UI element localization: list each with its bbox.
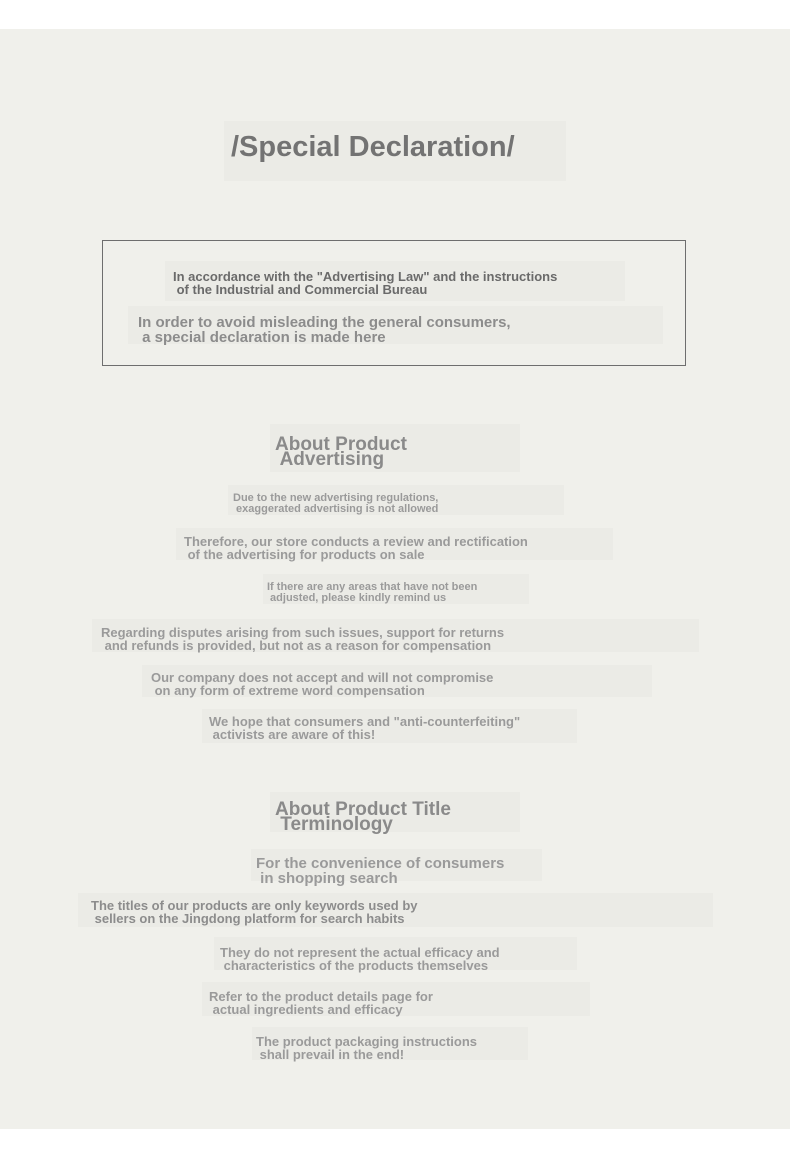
page-title: /Special Declaration/ bbox=[231, 131, 515, 163]
advertising-heading: About Product Advertising bbox=[275, 434, 407, 470]
declaration-purpose-text: In order to avoid misleading the general consumers, a special declaration is made here bbox=[138, 314, 511, 346]
declaration-page bbox=[0, 29, 790, 1129]
advertising-line: Our company does not accept and will not compromise on any form of extreme word compensation bbox=[151, 670, 494, 698]
advertising-line: Regarding disputes arising from such issues, support for returns and refunds is provided, but not as a reason for compensation bbox=[101, 625, 505, 653]
law-reference-text: In accordance with the "Advertising Law" and the instructions of the Industrial and Commercial Bureau bbox=[173, 269, 558, 297]
terminology-line: Refer to the product details page for actual ingredients and efficacy bbox=[209, 989, 433, 1017]
advertising-line: If there are any areas that have not been adjusted, please kindly remind us bbox=[267, 581, 478, 604]
declaration-box bbox=[102, 240, 686, 366]
terminology-line: The product packaging instructions shall prevail in the end! bbox=[256, 1034, 478, 1062]
advertising-line: Therefore, our store conducts a review and rectification of the advertising for products on sale bbox=[184, 534, 528, 562]
terminology-line: They do not represent the actual efficacy and characteristics of the products themselves bbox=[220, 945, 500, 973]
terminology-line: The titles of our products are only keywords used by sellers on the Jingdong platform for search habits bbox=[91, 898, 418, 926]
advertising-line: We hope that consumers and "anti-counterfeiting" activists are aware of this! bbox=[209, 714, 521, 742]
advertising-line: Due to the new advertising regulations, exaggerated advertising is not allowed bbox=[233, 492, 439, 515]
terminology-line: For the convenience of consumers in shopping search bbox=[256, 855, 505, 887]
terminology-heading: About Product Title Terminology bbox=[275, 799, 451, 835]
